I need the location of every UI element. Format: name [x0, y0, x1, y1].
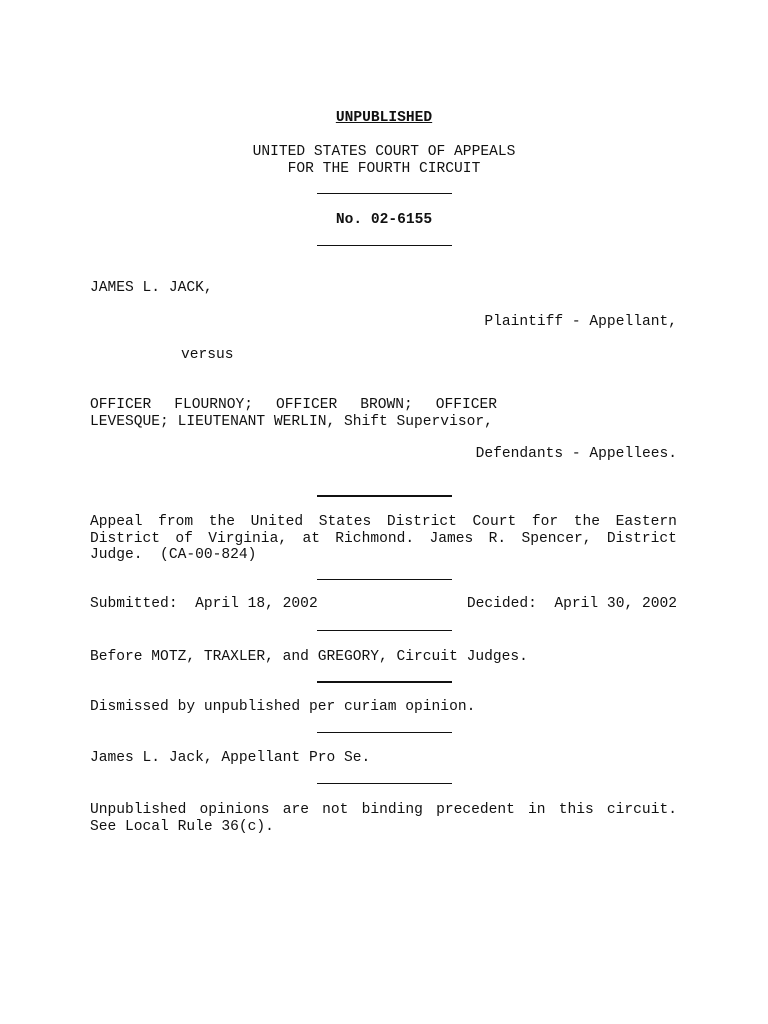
- notice-line1: Unpublished opinions are not binding precedent in this circuit.: [90, 802, 677, 818]
- counsel-text: James L. Jack, Appellant Pro Se.: [90, 750, 371, 766]
- divider-rule: [317, 193, 452, 194]
- versus-label: versus: [181, 347, 234, 363]
- plaintiff-name: JAMES L. JACK,: [90, 280, 213, 296]
- appeal-paragraph: [90, 514, 677, 564]
- divider-rule: [317, 245, 452, 246]
- divider-rule: [317, 630, 452, 631]
- defendants-line2: LEVESQUE; LIEUTENANT WERLIN, Shift Supervisor,: [90, 413, 493, 430]
- plaintiff-role: Plaintiff - Appellant,: [484, 314, 677, 330]
- court-name-line2: FOR THE FOURTH CIRCUIT: [287, 161, 481, 177]
- divider-rule: [317, 495, 452, 497]
- defendants-line1: OFFICER FLOURNOY; OFFICER BROWN; OFFICER: [90, 397, 497, 413]
- appeal-line1: Appeal from the United States District Court for the Eastern: [90, 514, 677, 530]
- appeal-line3: Judge. (CA-00-824): [90, 547, 257, 563]
- divider-rule: [317, 783, 452, 784]
- case-number: No. 02-6155: [335, 212, 433, 228]
- court-name-line1: UNITED STATES COURT OF APPEALS: [252, 144, 516, 160]
- decided-date: Decided: April 30, 2002: [466, 596, 677, 612]
- divider-rule: [317, 579, 452, 580]
- unpublished-heading: UNPUBLISHED: [335, 110, 433, 126]
- divider-rule: [317, 732, 452, 733]
- divider-rule: [317, 681, 452, 683]
- submitted-date: Submitted: April 18, 2002: [90, 596, 318, 612]
- panel-judges: Before MOTZ, TRAXLER, and GREGORY, Circuit Judges.: [90, 649, 528, 665]
- dates-row: [90, 596, 677, 613]
- defendants-block: [90, 397, 497, 430]
- appeal-line2: District of Virginia, at Richmond. James R. Spencer, District: [90, 530, 677, 547]
- defendants-role: Defendants - Appellees.: [475, 446, 677, 462]
- notice-line2: See Local Rule 36(c).: [90, 818, 274, 835]
- notice-paragraph: [90, 802, 677, 835]
- disposition-text: Dismissed by unpublished per curiam opinion.: [90, 699, 476, 715]
